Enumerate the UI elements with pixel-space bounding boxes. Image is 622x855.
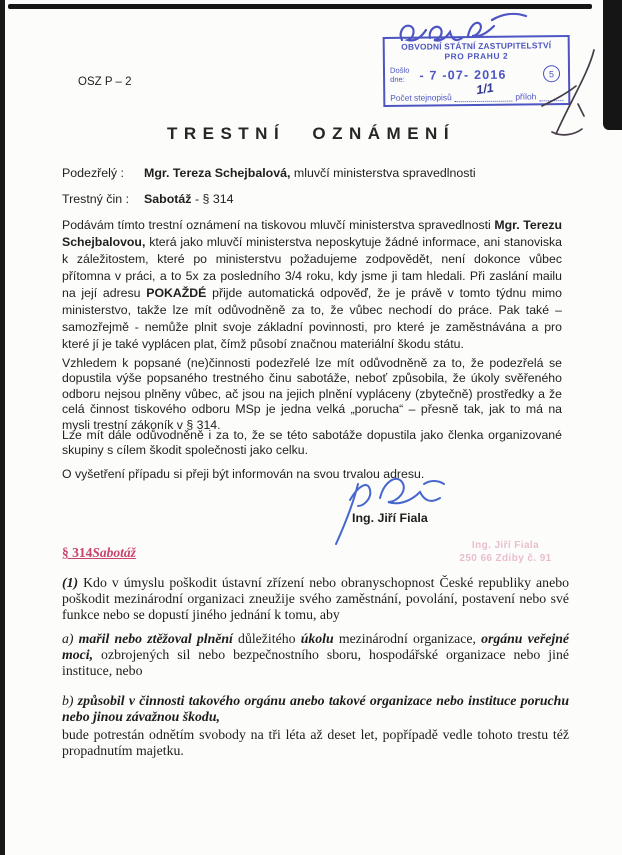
offense-name: Sabotáž <box>144 192 192 206</box>
p1-seg2: která jako mluvčí ministerstva neposkytuje žádné informace, ani stanoviska k záležitostem, které po ministerstvu požadujeme zodpovědět, není dokonce vůbec přítomna v práci, a to 5x za posledního 3/4 roku, kdy jsme ji tam hledali. Při zaslání mailu na její adresu <box>62 235 562 300</box>
ghost-stamp-name: Ing. Jiří Fiala <box>471 540 540 551</box>
body-paragraph-1 <box>62 217 562 353</box>
law-a-bold1: mařil nebo ztěžoval plnění <box>78 631 233 646</box>
law-a-seg2: mezinárodní organizace, <box>333 631 482 646</box>
offense-line <box>62 192 234 206</box>
law-a-bold3: orgánu veřejné moci, <box>62 631 570 663</box>
pencil-check-mark <box>532 44 620 144</box>
law-b-text: způsobil v činnosti takového orgánu anebo takové organizace nebo instituce poruchu nebo jinou závažnou škodu, <box>62 693 569 725</box>
body-paragraph-4: O vyšetření případu si přeji být informován na svou trvalou adresu. <box>62 467 425 481</box>
signature-scribble <box>328 470 458 548</box>
suspect-line <box>62 166 476 180</box>
law-a-seg3: ozbrojených sil nebo bezpečnostního sboru, hospodářské organizace nebo jiné instituce, nebo <box>62 647 569 679</box>
ghost-stamp-address: 250 66 Zdiby č. 91 <box>459 553 552 564</box>
page-title: TRESTNÍ OZNÁMENÍ <box>166 124 456 143</box>
stamp-circle-number: 5 <box>543 65 560 82</box>
body-paragraph-2: Vzhledem k popsané (ne)činnosti podezřelé lze mít odůvodněně za to, že podezřelá se dopustila výše popsaného trestného činu sabotáže, neboť způsobila, že úkoly svěřeného odboru nejsou plněny vůbec, ač jsou na jejich plnění vypláceny (zbytečně) prostředky a že celá činnost tiskového odboru MSp je jedna velká „porucha“ – přesně tak, jak to má na mysli trestní zákoník v § 314. <box>62 356 562 432</box>
law-p1-number: (1) <box>62 575 79 590</box>
law-a-bold2: úkolu <box>300 631 334 646</box>
suspect-name: Mgr. Tereza Schejbalová, <box>144 166 291 180</box>
signatory-printed-name: Ing. Jiří Fiala <box>352 511 428 525</box>
stamp-office-district: PRO PRAHU 2 <box>444 50 509 62</box>
offense-paragraph: - § 314 <box>191 192 234 206</box>
stamp-received-label: Došlo dne: <box>389 65 410 84</box>
suspect-label: Podezřelý : <box>62 166 124 180</box>
document-ref-code: OSZ P – 2 <box>78 76 132 88</box>
stamp-attachments-label: příloh <box>515 91 537 102</box>
stamp-copies-dotted-line <box>455 80 513 103</box>
law-heading-title: Sabotáž <box>92 545 136 560</box>
law-section-heading <box>62 545 136 561</box>
law-p1-text: Kdo v úmyslu poškodit ústavní zřízení nebo obranyschopnost České republiky anebo poškodit mezinárodní organizaci zneužije svého zaměstnání, povolání, postavení nebo své funkce nebo se dopustí jiného jednání k tomu, aby <box>62 575 569 623</box>
law-closing: bude potrestán odnětím svobody na tři léta až deset let, popřípadě vedle tohoto trestu též propadnutím majetku. <box>62 727 569 759</box>
law-clause-a <box>62 631 569 680</box>
handwritten-copies-value: 1/1 <box>475 80 495 98</box>
suspect-description: mluvčí ministerstva spravedlnosti <box>290 166 476 180</box>
law-clause-b <box>62 693 569 725</box>
law-a-label: a) <box>62 631 79 646</box>
stamp-office-name: OBVODNÍ STÁTNÍ ZASTUPITELSTVÍ <box>401 40 552 52</box>
offense-label: Trestný čin : <box>62 192 130 206</box>
p1-bold-pokazde: POKAŽDÉ <box>146 286 207 300</box>
law-a-seg1: důležitého <box>232 631 301 646</box>
law-b-label: b) <box>62 693 78 708</box>
law-heading-paragraph: § 314 <box>62 545 93 560</box>
law-paragraph-1 <box>62 575 569 624</box>
signatory-address-stamp <box>438 539 573 565</box>
stamp-copies-label: Počet stejnopisů <box>390 92 452 103</box>
p1-bold-name: Mgr. Terezu Schejbalovou, <box>62 218 562 249</box>
p1-seg1: Podávám tímto trestní oznámení na tiskovou mluvčí ministerstva spravedlnosti <box>62 218 495 232</box>
stamp-received-date: - 7 -07- 2016 <box>419 67 507 83</box>
body-paragraph-3: Lze mít dále odůvodněně i za to, že se této sabotáže dopustila jako členka organizované skupiny s cílem škodit společnosti jako celku. <box>62 428 562 458</box>
p1-seg3: přijde automatická odpověď, že je právě v tomto týdnu mimo ministerstvo, takže lze mít odůvodněně za to, že vůbec nechodí do práce. Pak také – samozřejmě - nemůže plnit svoje základní povinnosti, pro které je zaměstnávána a pro které jí je také vyplácen plat, čímž působí značnou materiální škodu státu. <box>62 286 562 351</box>
